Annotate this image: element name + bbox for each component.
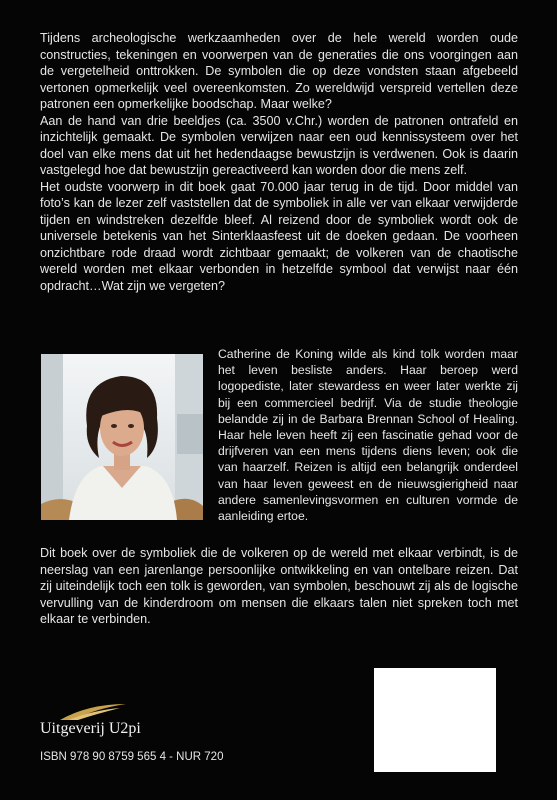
isbn-line: ISBN 978 90 8759 565 4 - NUR 720 — [40, 751, 224, 763]
back-cover-blurb — [40, 30, 518, 294]
closing-paragraph: Dit boek over de symboliek die de volkeren op de wereld met elkaar verbindt, is de neerslag van een jarenlange persoonlijke ontwikkeling en van ontelbare reizen. Dat zij uiteindelijk toch een tolk is geworden, van symbolen, beschouwt zij als de logische vervulling van de kinderdroom om mensen die elkaars talen niet spreken toch met elkaar te verbinden. — [40, 546, 518, 627]
author-bio: Catherine de Koning wilde als kind tolk worden maar het leven besliste anders. Haar beroep werd logopediste, later stewardess en weer later werkte zij bij een commercieel bedrijf. Via de studie theologie belandde zij in de Barbara Brennan School of Healing. Haar hele leven heeft zij een fascinatie gehad voor de drijfveren van een mens tijdens diens leven; ook die van haarzelf. Reizen is altijd een belangrijk onderdeel van haar leven geweest en de nieuwsgierigheid naar andere samenlevingsvormen en culturen vormde de aanleiding ertoe. — [218, 347, 518, 524]
blurb-paragraph-2: Aan de hand van drie beeldjes (ca. 3500 v.Chr.) worden de patronen ontrafeld en inzichtelijk gemaakt. De symbolen verwijzen naar een oud kennissysteem over het doel van elke mens dat uit het hedendaagse bewustzijn is verdwenen. Ook is daarin vastgelegd hoe dat bewustzijn gereactiveerd kan worden door die mens zelf. — [40, 113, 518, 177]
blurb-paragraph-3: Het oudste voorwerp in dit boek gaat 70.000 jaar terug in de tijd. Door middel van foto’s kan de lezer zelf vaststellen dat de symboliek in alle ver van elkaar verwijderde tijden en windstreken dezelfde bleef. Al reizend door de symboliek wordt ook de universele betekenis van het Sinterklaasfeest uit de doeken gedaan. De voorheen onzichtbare rode draad wordt zichtbaar gemaakt; de volkeren van de chaotische wereld worden met elkaar verbonden in hetzelfde symbool dat verwijst naar één opdracht…Wat zijn we vergeten? — [40, 179, 518, 293]
publisher-name: Uitgeverij U2pi — [40, 720, 141, 737]
barcode-area — [374, 668, 496, 772]
publisher-logo — [40, 702, 190, 742]
feather-swoosh-icon — [58, 702, 128, 722]
author-photo — [41, 354, 203, 520]
blurb-paragraph-1: Tijdens archeologische werkzaamheden over de hele wereld worden oude constructies, tekeningen en voorwerpen van de generaties die ons voorgingen aan de vergetelheid onttrokken. De symbolen die op deze vondsten staan afgebeeld vertonen opmerkelijk veel overeenkomsten. Zo wereldwijd verspreid vertellen deze patronen een opmerkelijke boodschap. Maar welke? — [40, 31, 518, 111]
